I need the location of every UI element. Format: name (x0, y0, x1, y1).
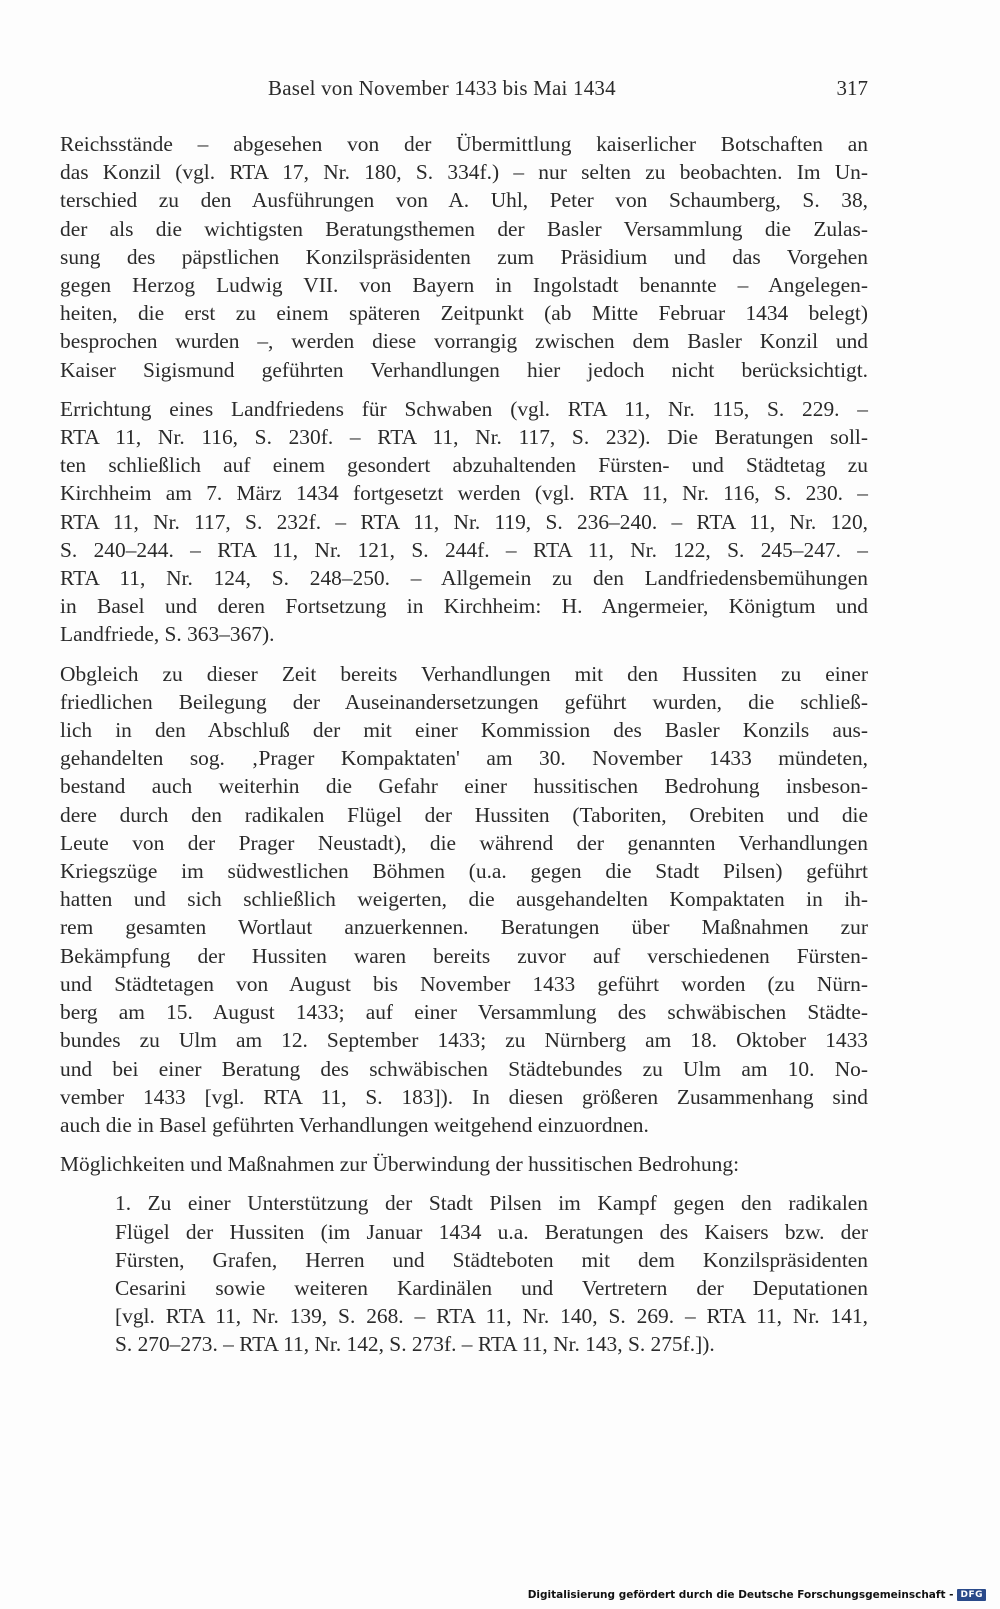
digitization-footer (528, 1585, 986, 1605)
text-line: in Basel und deren Fortsetzung in Kirchheim: H. Angermeier, Königtum und (60, 594, 868, 619)
text-line: gehandelten sog. ‚Prager Kompaktaten' am 30. November 1433 mündeten, (60, 746, 868, 771)
text-line: und bei einer Beratung des schwäbischen Städtebundes zu Ulm am 10. No- (60, 1056, 868, 1081)
text-line: S. 240–244. – RTA 11, Nr. 121, S. 244f. – RTA 11, Nr. 122, S. 245–247. – (60, 537, 868, 562)
text-line: hatten und sich schließlich weigerten, die ausgehandelten Kompaktaten in ih- (60, 887, 868, 912)
text-line: auch die in Basel geführten Verhandlungen weitgehend einzuordnen. (60, 1112, 649, 1137)
page-number: 317 (836, 76, 868, 100)
text-line: S. 270–273. – RTA 11, Nr. 142, S. 273f. – RTA 11, Nr. 143, S. 275f.]). (115, 1332, 715, 1357)
body-text (60, 130, 868, 1370)
text-line: der als die wichtigsten Beratungsthemen der Basler Versammlung die Zulas- (60, 216, 868, 241)
text-line: rem gesamten Wortlaut anzuerkennen. Beratungen über Maßnahmen zur (60, 915, 868, 940)
text-line: Errichtung eines Landfriedens für Schwaben (vgl. RTA 11, Nr. 115, S. 229. – (60, 396, 868, 421)
text-line: Kriegszüge im südwestlichen Böhmen (u.a. gegen die Stadt Pilsen) geführt (60, 859, 868, 884)
text-line: [vgl. RTA 11, Nr. 139, S. 268. – RTA 11, Nr. 140, S. 269. – RTA 11, Nr. 141, (115, 1304, 868, 1329)
text-line: RTA 11, Nr. 124, S. 248–250. – Allgemein zu den Landfriedensbemühungen (60, 566, 868, 591)
text-line: Fürsten, Grafen, Herren und Städteboten mit dem Konzilspräsidenten (115, 1247, 868, 1272)
list-item-1 (60, 1189, 868, 1358)
text-line: dere durch den radikalen Flügel der Hussiten (Taboriten, Orebiten und die (60, 802, 868, 827)
text-line: besprochen wurden –, werden diese vorrangig zwischen dem Basler Konzil und (60, 329, 868, 354)
text-line: Cesarini sowie weiteren Kardinälen und Vertretern der Deputationen (115, 1275, 868, 1300)
text-line: sung des päpstlichen Konzilspräsidenten zum Präsidium und das Vorgehen (60, 244, 868, 269)
text-line: Landfriede, S. 363–367). (60, 622, 275, 647)
text-line: RTA 11, Nr. 116, S. 230f. – RTA 11, Nr. 117, S. 232). Die Beratungen soll- (60, 425, 868, 450)
text-line: terschied zu den Ausführungen von A. Uhl, Peter von Schaumberg, S. 38, (60, 188, 868, 213)
text-line: lich in den Abschluß der mit einer Kommission des Basler Konzils aus- (60, 718, 868, 743)
text-line: bestand auch weiterhin die Gefahr einer hussitischen Bedrohung insbeson- (60, 774, 868, 799)
text-line: friedlichen Beilegung der Auseinandersetzungen geführt wurden, die schließ- (60, 689, 868, 714)
text-line: Bekämpfung der Hussiten waren bereits zuvor auf verschiedenen Fürsten- (60, 943, 868, 968)
text-line: Flügel der Hussiten (im Januar 1434 u.a. Beratungen des Kaisers bzw. der (115, 1219, 868, 1244)
text-line: 1. Zu einer Unterstützung der Stadt Pilsen im Kampf gegen den radikalen (115, 1191, 868, 1216)
text-line: Kaiser Sigismund geführten Verhandlungen hier jedoch nicht berücksichtigt. (60, 357, 868, 382)
text-line: Leute von der Prager Neustadt), die während der genannten Verhandlungen (60, 830, 868, 855)
running-head (60, 72, 868, 106)
text-line: heiten, die erst zu einem späteren Zeitpunkt (ab Mitte Februar 1434 belegt) (60, 301, 868, 326)
footer-text: Digitalisierung gefördert durch die Deutsche Forschungsgemeinschaft - (527, 1589, 954, 1601)
text-line: Möglichkeiten und Maßnahmen zur Überwindung der hussitischen Bedrohung: (60, 1152, 740, 1177)
paragraph-2 (60, 395, 868, 649)
text-line: vember 1433 [vgl. RTA 11, S. 183]). In diesen größeren Zusammenhang sind (60, 1084, 868, 1109)
text-line: berg am 15. August 1433; auf einer Versammlung des schwäbischen Städte- (60, 1000, 868, 1025)
text-line: Reichsstände – abgesehen von der Übermittlung kaiserlicher Botschaften an (60, 132, 868, 156)
paragraph-4 (60, 1150, 868, 1178)
text-line: RTA 11, Nr. 117, S. 232f. – RTA 11, Nr. 119, S. 236–240. – RTA 11, Nr. 120, (60, 509, 868, 534)
paragraph-1 (60, 130, 868, 384)
text-line: und Städtetagen von August bis November 1433 geführt worden (zu Nürn- (60, 971, 868, 996)
dfg-logo-icon: DFG (957, 1589, 986, 1601)
text-line: gegen Herzog Ludwig VII. von Bayern in Ingolstadt benannte – Angelegen- (60, 273, 868, 298)
paragraph-3 (60, 660, 868, 1139)
text-line: das Konzil (vgl. RTA 17, Nr. 180, S. 334f.) – nur selten zu beobachten. Im Un- (60, 160, 868, 185)
text-line: ten schließlich auf einem gesondert abzuhaltenden Fürsten- und Städtetag zu (60, 453, 868, 478)
text-line: Kirchheim am 7. März 1434 fortgesetzt werden (vgl. RTA 11, Nr. 116, S. 230. – (60, 481, 868, 506)
text-line: bundes zu Ulm am 12. September 1433; zu Nürnberg am 18. Oktober 1433 (60, 1028, 868, 1053)
text-line: Obgleich zu dieser Zeit bereits Verhandlungen mit den Hussiten zu einer (60, 661, 868, 686)
running-title: Basel von November 1433 bis Mai 1434 (268, 76, 616, 100)
